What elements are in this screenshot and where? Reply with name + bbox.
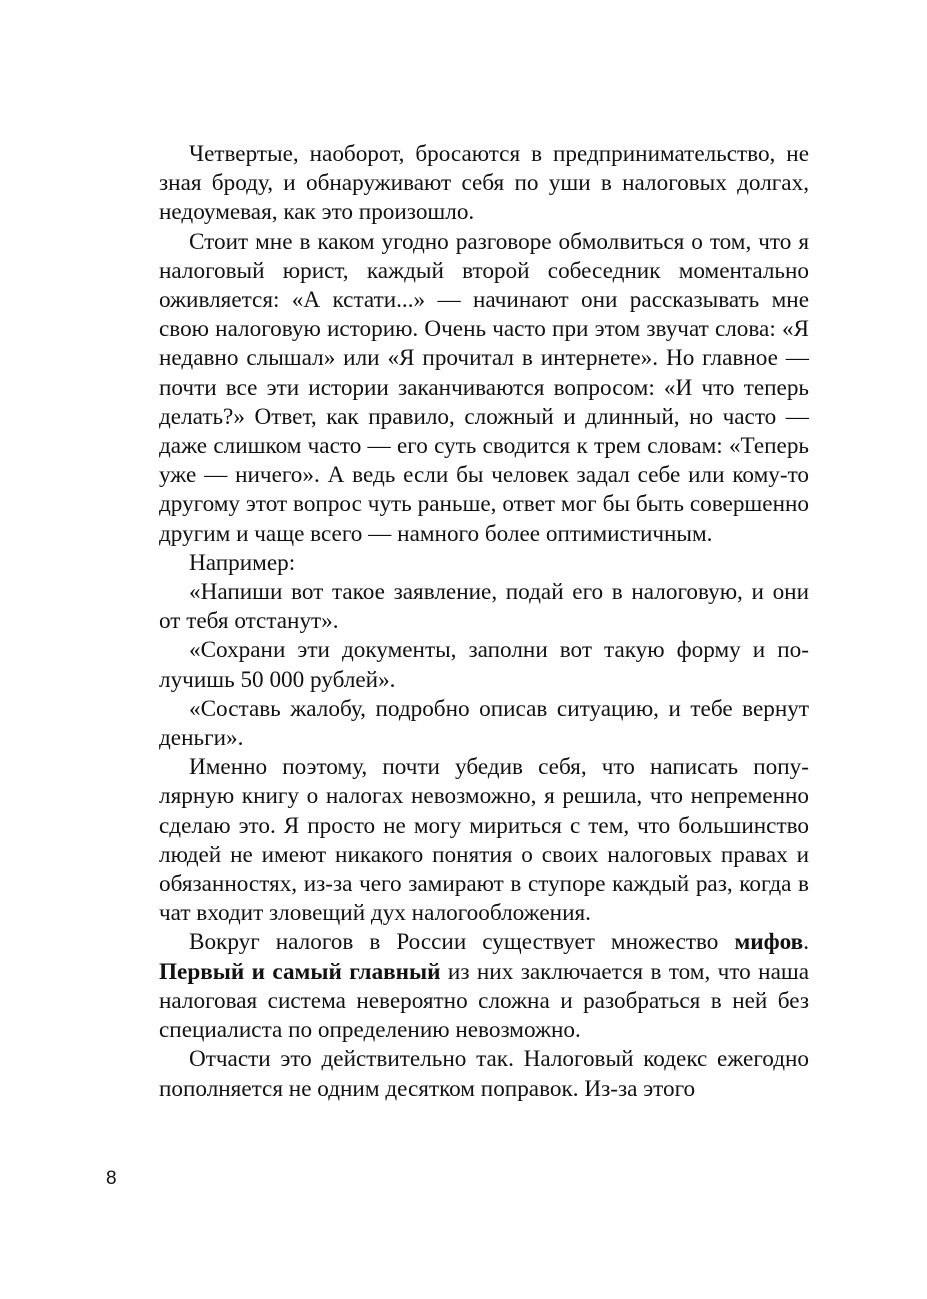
paragraph-myths [159, 928, 809, 1045]
myths-bold-word: мифов [734, 929, 804, 956]
myths-text-3: из них заключается в том, что наша налоговая система невероятно сложна и разобраться в ней без специалиста по определению невозможно. [159, 958, 810, 1044]
paragraph-book-motivation: Именно поэтому, почти убедив себя, что написать популярную книгу о налогах невозможно, я решила, что непременно сделаю это. Я просто не могу мириться с тем, что большинство людей не имеют никакого понятия о своих налоговых правах и обязанностях, из-за чего замирают в ступоре каждый раз, когда в чат входит зловещий дух налогообложения. [159, 754, 809, 927]
myths-bold-first-main: Первый и самый главный [159, 958, 441, 985]
paragraph-for-example: Например: [189, 549, 296, 576]
page-number: 8 [106, 1168, 117, 1189]
paragraph-quote-statement: «Напиши вот такое заявление, подай его в налоговую, и они от тебя отстанут». [159, 579, 809, 635]
myths-text-2: . [803, 929, 809, 956]
paragraph-fourth-group: Четвертые, наоборот, бросаются в предпринимательство, не зная броду, и обнаруживают себя по уши в налоговых долгах, недоумевая, как это произошло. [159, 141, 809, 226]
paragraph-tax-lawyer-story: Стоит мне в каком угодно разговоре обмолвиться о том, что я налоговый юрист, каждый второй собеседник моментально оживляется: «А кстати...» — начинают они рассказывать мне свою налоговую историю. Очень часто при этом звучат слова: «Я недавно слышал» или «Я прочитал в интернете». Но главное — почти все эти истории заканчиваются вопросом: «И что теперь делать?» Ответ, как правило, сложный и длинный, но часто — даже слишком часто — его суть сводится к трем словам: «Теперь уже — ничего». А ведь если бы человек задал себе или кому-то другому этот вопрос чуть раньше, ответ мог бы быть совершенно другим и чаще всего — намного более оптимистичным. [159, 228, 809, 547]
myths-text-1: Вокруг налогов в России существует множество [189, 929, 735, 956]
body-text [159, 140, 809, 1104]
paragraph-tax-code: Отчасти это действительно так. Налоговый кодекс ежегодно пополняется не одним десятком поправок. Из-за этого [159, 1046, 809, 1102]
paragraph-quote-documents: «Сохрани эти документы, заполни вот такую форму и получишь 50 000 рублей». [159, 637, 809, 693]
paragraph-quote-complaint: «Составь жалобу, подробно описав ситуацию, и тебе вернут деньги». [159, 695, 809, 752]
